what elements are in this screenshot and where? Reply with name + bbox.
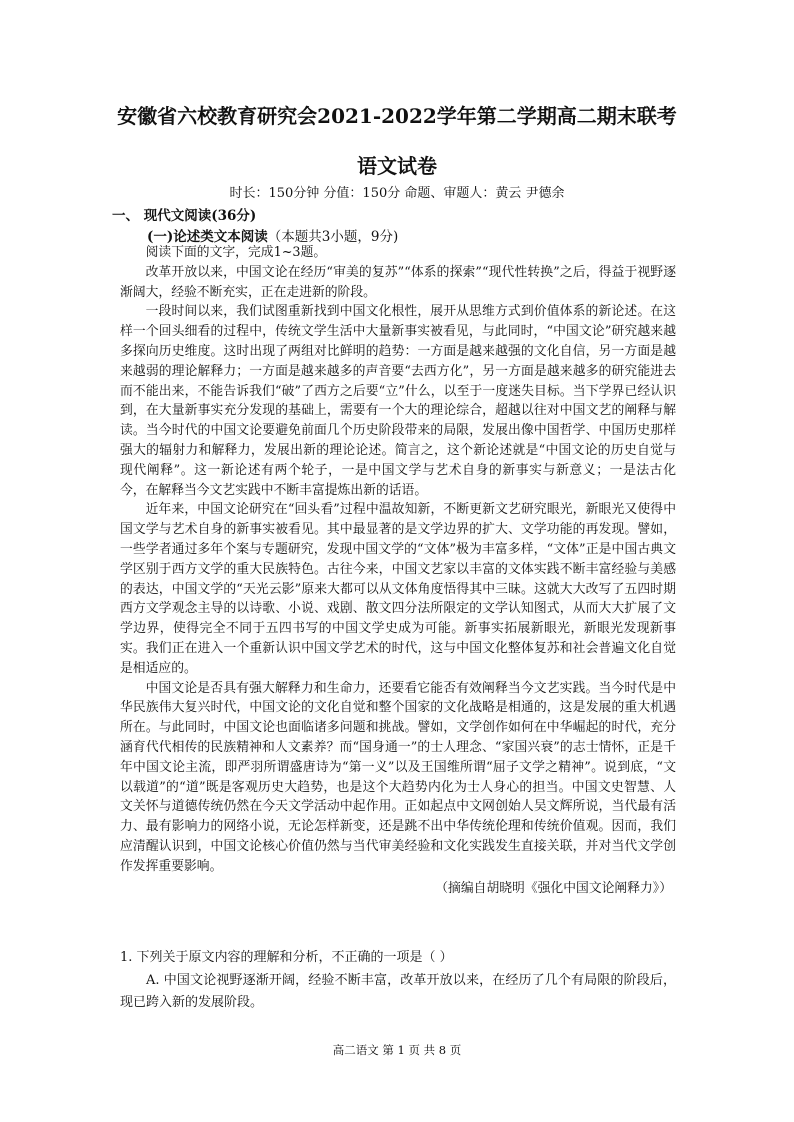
subsection-heading: [147, 225, 398, 245]
subsection-heading-bold: (一)论述类文本阅读: [147, 229, 268, 245]
reading-passage: [120, 243, 676, 898]
page-footer: 高二语文 第 1 页 共 8 页: [332, 1043, 462, 1057]
section-heading: 一、 现代文阅读(36分): [112, 208, 257, 224]
passage-instruction: 阅读下面的文字，完成1~3题。: [145, 245, 327, 260]
passage-paragraph: 近年来，中国文论研究在“回头看”过程中温故知新，不断更新文艺研究眼光，新眼光又使得中国文学与艺术自身的新事实被看见。其中最显著的是文学边界的扩大、文学功能的再发现。譬如，一些学者通过多年个案与专题研究，发现中国文学的“文体”极为丰富多样，“文体”正是中国古典文学区别于西方文学的重大民族特色。古往今来，中国文艺家以丰富的文体实践不断丰富经验与美感的表达，中国文学的“天光云影”原来大都可以从文体角度悟得其中三昧。这就大大改写了五四时期西方文学观念主导的以诗歌、小说、戏剧、散文四分法所限定的文学认知图式，从而大大扩展了文学边界，使得完全不同于五四书写的中国文学史成为可能。新事实拓展新眼光，新眼光发现新事实。我们正在进入一个重新认识中国文学艺术的时代，这与中国文化整体复苏和社会普遍文化自觉是相适应的。: [120, 502, 676, 676]
passage-paragraph: 中国文论是否具有强大解释力和生命力，还要看它能否有效阐释当今文艺实践。当今时代是中华民族伟大复兴时代，中国文论的文化自觉和整个国家的文化战略是相通的，这是发展的重大机遇所在。与此同时，中国文论也面临诸多问题和挑战。譬如，文学创作如何在中华崛起的时代，充分涵育代代相传的民族精神和人文素养？而“国身通一”的士人理念、“家国兴衰”的志士情怀，正是千年中国文论主流，即严羽所谓盛唐诗为“第一义”以及王国维所谓“屈子文学之精神”。说到底，“文以载道”的“道”既是客观历史大趋势，也是这个大趋势内化为士人身心的担当。中国文史智慧、人文关怀与道德传统仍然在今天文学活动中起作用。正如起点中文网创始人吴文辉所说，当代最有活力、最有影响力的网络小说，无论怎样新变，还是跳不出中华传统伦理和传统价值观。因而，我们应清醒认识到，中国文论核心价值仍然与当代审美经验和文化实践发生直接关联，并对当代文学创作发挥重要影响。: [120, 680, 676, 874]
exam-meta: 时长：150分钟 分值：150分 命题、审题人：黄云 尹德余: [229, 186, 565, 201]
question-option-a: A. 中国文论视野逐渐开阔，经验不断丰富，改革开放以来，在经历了几个有局限的阶段后，现已跨入新的发展阶段。: [120, 973, 676, 1010]
passage-paragraph: 改革开放以来，中国文论在经历“审美的复苏”“体系的探索”“现代性转换”之后，得益于视野逐渐阔大，经验不断充实，正在走进新的阶段。: [120, 264, 676, 300]
exam-title: 安徽省六校教育研究会2021-2022学年第二学期高二期末联考: [117, 104, 677, 128]
exam-subtitle: 语文试卷: [357, 154, 437, 178]
passage-paragraph: 一段时间以来，我们试图重新找到中国文化根性，展开从思维方式到价值体系的新论述。在这样一个回头细看的过程中，传统文学生活中大量新事实被看见，与此同时，“中国文论”研究越来越多探向历史维度。这时出现了两组对比鲜明的趋势：一方面是越来越强的文化自信，另一方面是越来越弱的理论解释力；一方面是越来越多的声音要“去西方化”，另一方面是越来越多的研究能进去而不能出来，不能告诉我们“破”了西方之后要“立”什么，以至于一度迷失目标。当下学界已经认识到，在大量新事实充分发现的基础上，需要有一个大的理论综合，超越以往对中国文艺的阐释与解读。当今时代的中国文论要避免前面几个历史阶段带来的局限，发展出像中国哲学、中国历史那样强大的辐射力和解释力，发展出新的理论论述。简言之，这个新论述就是“中国文论的历史自觉与现代阐释”。这一新论述有两个轮子，一是中国文学与艺术自身的新事实与新意义；一是法古化今，在解释当今文艺实践中不断丰富提炼出新的话语。: [120, 304, 676, 498]
subsection-heading-rest: （本题共3小题，9分): [267, 229, 399, 245]
question-stem: 1. 下列关于原文内容的理解和分析，不正确的一项是（ ）: [120, 950, 453, 965]
passage-source: （摘编自胡晓明《强化中国文论阐释力》）: [435, 880, 672, 896]
